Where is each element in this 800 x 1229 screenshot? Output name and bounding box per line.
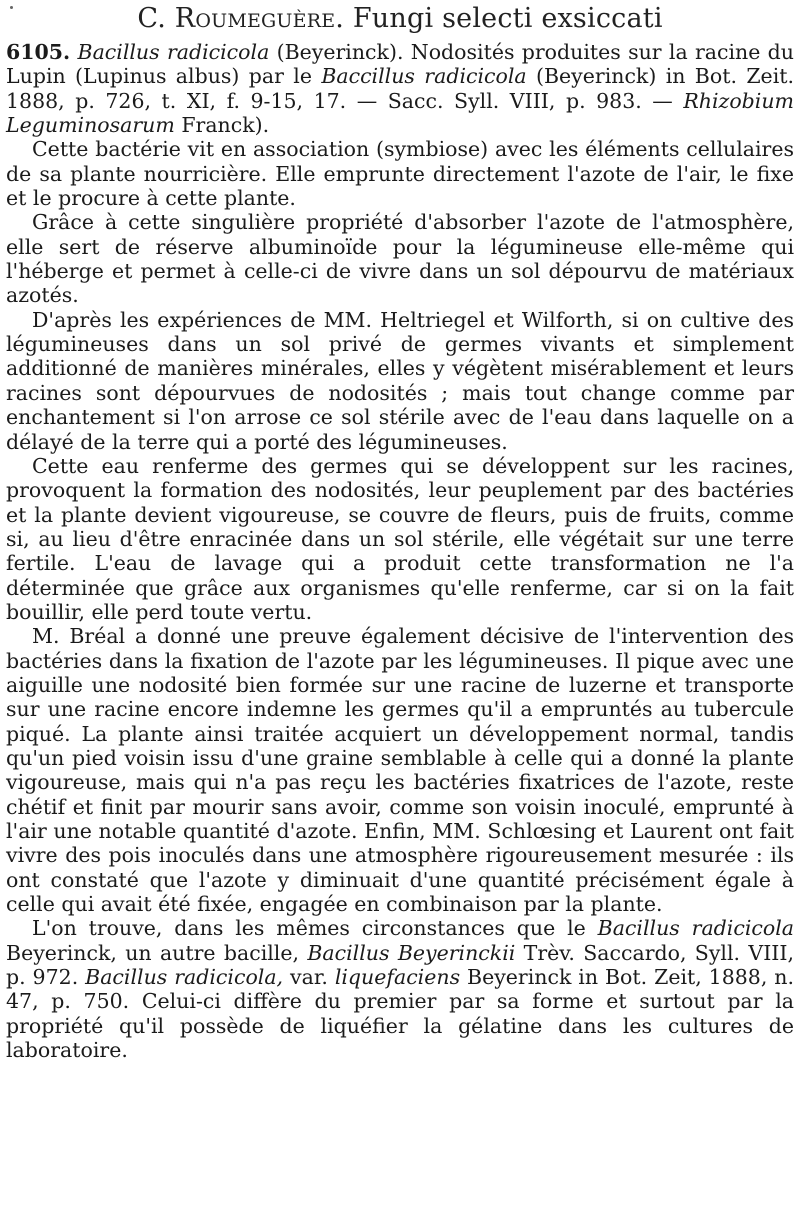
last-italic-1: Bacillus radicicola: [597, 916, 794, 941]
paragraph-other-bacillus: [6, 916, 794, 1062]
entry-synonym-author: Franck).: [174, 113, 270, 138]
last-text-2: Beyerinck, un autre bacille,: [6, 940, 308, 965]
header-author: C. Roumeguère.: [137, 3, 345, 34]
last-italic-4: liquefaciens: [334, 965, 461, 990]
header-title: Fungi selecti exsiccati: [352, 3, 663, 34]
entry-species-again: Baccillus radicicola: [321, 64, 527, 89]
speck-mark: [10, 6, 13, 9]
entry-author-citation: (Beyerinck). Nodosités produites sur la racine du Lupin (Lupinus albus) par le: [6, 40, 794, 89]
last-italic-2: Bacillus Beyerinckii: [307, 940, 516, 965]
paragraph-reserve: Grâce à cette singulière propriété d'absorber l'azote de l'atmosphère, elle sert de réserve albuminoïde pour la légumineuse elle-même qui l'héberge et permet à celle-ci de vivre dans un sol dépourvu de matériaux azotés.: [6, 210, 794, 308]
last-text-4: var.: [283, 965, 335, 990]
paragraph-symbiosis: Cette bactérie vit en association (symbiose) avec les éléments cellulaires de sa plante nourricière. Elle emprunte directement l'azote de l'air, le fixe et le procure à cette plante.: [6, 137, 794, 211]
paragraph-breal: M. Bréal a donné une preuve également décisive de l'intervention des bactéries dans la fixation de l'azote par les légumineuses. Il pique avec une aiguille une nodosité bien formée sur une racine de luzerne et transporte sur une racine encore indemne les germes qu'il a empruntés au tubercule piqué. La plante ainsi traitée acquiert un développement normal, tandis qu'un pied voisin issu d'une graine semblable à celle qui a donné la plante vigoureuse, mais qui n'a pas reçu les bactéries fixatrices de l'azote, reste chétif et finit par mourir sans avoir, comme son voisin inoculé, emprunté à l'air une notable quantité d'azote. Enfin, MM. Schlœsing et Laurent ont fait vivre des pois inoculés dans une atmosphère rigoureusement mesurée : ils ont constaté que l'azote y diminuait d'une quantité précisément égale à celle qui avait été fixée, engagée en combinaison par la plante.: [6, 624, 794, 917]
last-text-3: Trèv. Saccardo, Syll. VIII, p. 972.: [6, 940, 794, 990]
entry-species: Bacillus radicicola: [77, 40, 270, 64]
last-text-5: Beyerinck in Bot. Zeit, 1888, n. 47, p. 750. Celui-ci diffère du premier par sa forme et surtout par la propriété qu'il possède de liquéfier la gélatine dans les cultures de laboratoire.: [6, 965, 795, 1063]
entry-number: 6105.: [6, 40, 71, 64]
paragraph-experiments: D'après les expériences de MM. Heltriegel et Wilforth, si on cultive des légumineuses dans un sol privé de germes vivants et simplement additionné de manières minérales, elles y végètent misérablement et leurs racines sont dépourvues de nodosités ; mais tout change comme par enchantement si l'on arrose ce sol stérile avec de l'eau dans laquelle on a délayé de la terre qui a porté des légumineuses.: [6, 307, 794, 454]
last-text-1: L'on trouve, dans les mêmes circonstances que le: [32, 916, 598, 941]
last-italic-3: Bacillus radicicola,: [85, 965, 284, 990]
entry-synonym: Rhizobium Leguminosarum: [6, 88, 794, 138]
entry-citation: (Beyerinck) in Bot. Zeit. 1888, p. 726, t. XI, f. 9-15, 17. — Sacc. Syll. VIII, p. 983. —: [6, 64, 794, 113]
running-header: [6, 2, 794, 36]
entry-paragraph: [6, 40, 794, 137]
paragraph-germs: Cette eau renferme des germes qui se développent sur les racines, provoquent la formation des nodosités, leur peuplement par des bactéries et la plante devient vigoureuse, se couvre de fleurs, puis de fruits, comme si, au lieu d'être enracinée dans un sol stérile, elle végétait sur une terre fertile. L'eau de lavage qui a produit cette transformation ne l'a déterminée que grâce aux organismes qu'elle renferme, car si on la fait bouillir, elle perd toute vertu.: [6, 453, 794, 624]
